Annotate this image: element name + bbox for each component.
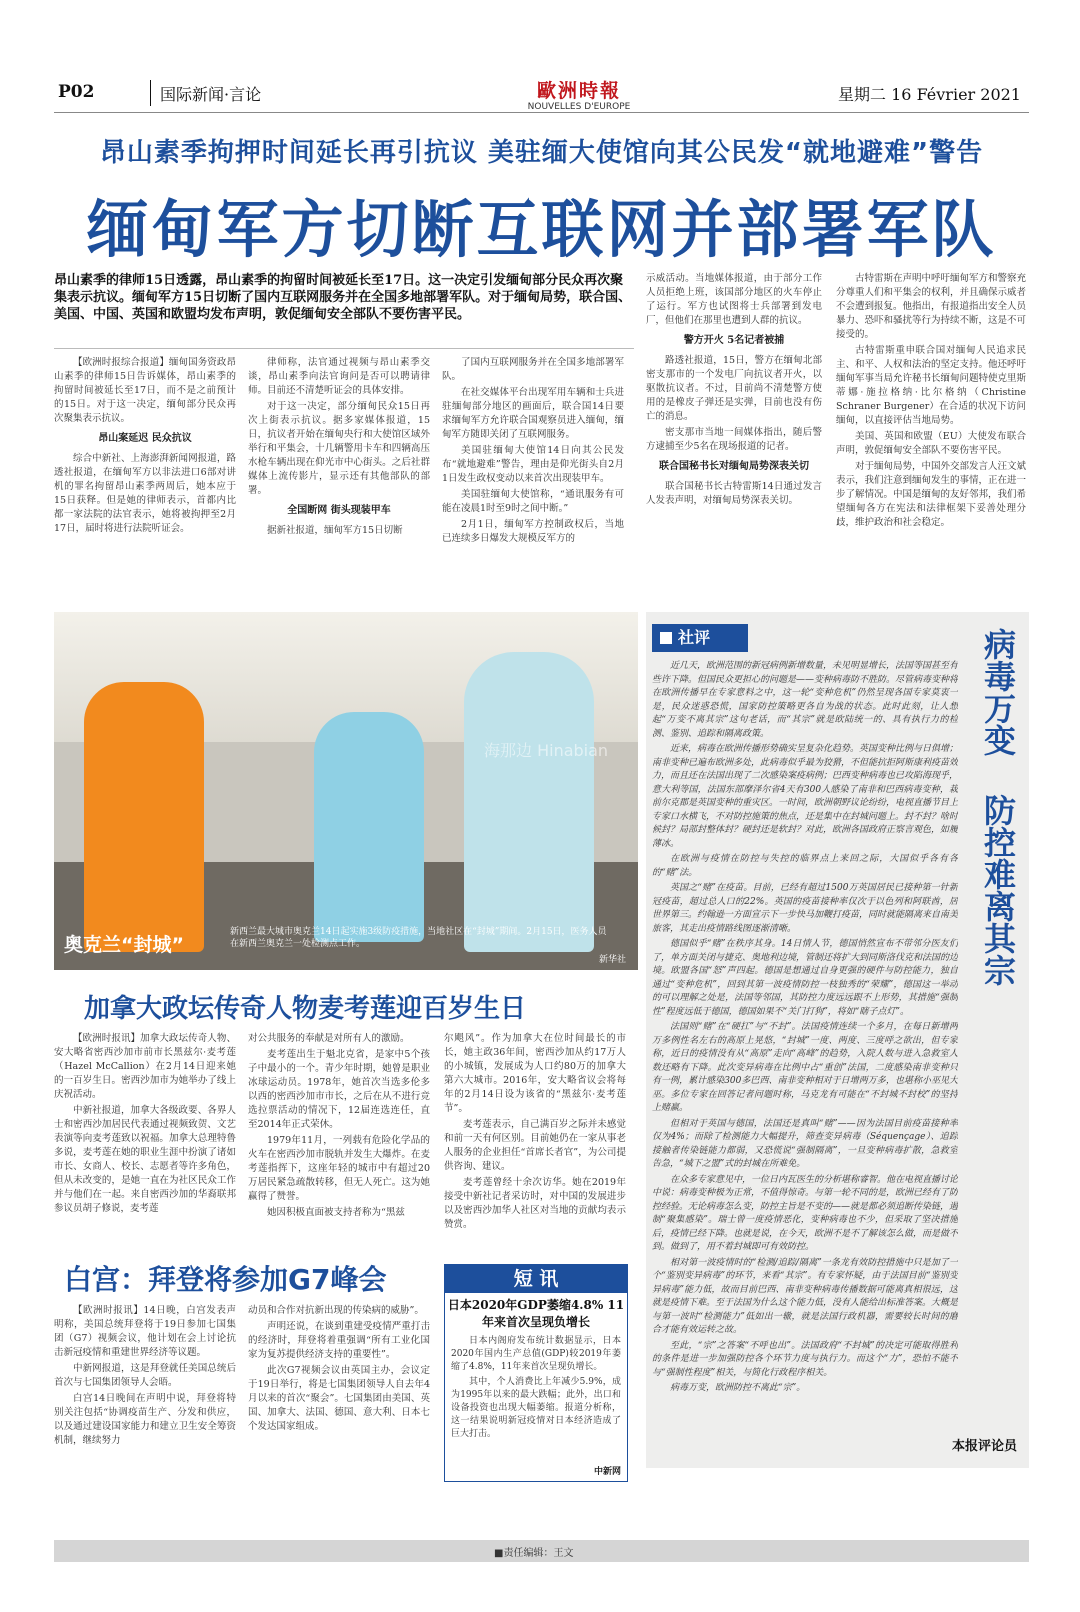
g7-headline: 白宫：拜登将参加G7峰会 bbox=[64, 1263, 387, 1296]
paragraph: 在社交媒体平台出现军用车辆和士兵进驻缅甸部分地区的画面后，联合国14日要求缅甸军方允许联合国观察员进入缅甸，缅甸军方随即关闭了互联网服务。 bbox=[442, 387, 624, 440]
paragraph: 其中，个人消费比上年减少5.9%，成为1995年以来的最大跌幅；此外，出口和设备投资也出现大幅萎缩。报道分析称，这一结果说明新冠疫情对日本经济造成了巨大打击。 bbox=[451, 1377, 621, 1439]
news-photo bbox=[54, 612, 638, 970]
top-story-lead: 昂山素季的律师15日透露，昂山素季的拘留时间被延长至17日。这一决定引发缅甸部分民众再次聚集表示抗议。缅甸军方15日切断了国内互联网服务并在全国多地部署军队。对于缅甸局势，联合国、美国、中国、英国和欧盟均发布声明，敦促缅甸安全部队不要伤害平民。 bbox=[54, 273, 632, 322]
g7-column-2 bbox=[248, 1304, 430, 1484]
subheading: 昂山案延迟 民众抗议 bbox=[98, 433, 192, 444]
photo-caption: 新西兰最大城市奥克兰14日起实施3级防疫措施，当地社区在“封城”期间。2月15日，医务人员在新西兰奥克兰一处检测点工作。 bbox=[230, 927, 607, 949]
photo-worker-gown bbox=[464, 652, 594, 952]
photo-worker-blue bbox=[314, 712, 424, 942]
issue-date: 星期二 16 Février 2021 bbox=[838, 85, 1021, 104]
top-story-column-1 bbox=[54, 356, 236, 588]
photo-worker-orange bbox=[84, 682, 204, 952]
editorial-signature: 本报评论员 bbox=[951, 1439, 1017, 1454]
paragraph: 了国内互联网服务并在全国多地部署军队。 bbox=[442, 357, 624, 382]
paragraph: 古特雷斯在声明中呼吁缅甸军方和警察充分尊重人们和平集会的权利，并且确保示威者不会遭到报复。他指出，有报道指出安全人员暴力、恐吓和骚扰等行为持续不断，这是不可接受的。 bbox=[836, 273, 1026, 340]
footer-bar bbox=[54, 1540, 1029, 1562]
top-story-column-5 bbox=[836, 272, 1026, 588]
paragraph: 德国似乎“赌”在秩序其身。14日情人节，德国悄然宣布不带邻分医友们了，单方面关闭与捷克、奥地利边境，管制还将扩大到同斯洛伐克和法国的边境。欧盟各国“怒”声四起。德国是想通过自身更强的硬件与防控能力，独自通过“变种危机”，回到其第一波疫情防控一枝独秀的“荣耀”，德国这一举动的可以理解之处是，法国等邻国，其防控力度远远跟不上形势，其措施“强制性”程度远低于德国，德国如果不“关门打狗”，将如“瞎子点灯”。 bbox=[652, 939, 958, 1017]
paragraph: 中新社报道，加拿大各级政要、各界人士和密西沙加居民代表通过视频致贺、文艺表演等向麦考莲致以祝福。加拿大总理特鲁多说，麦考莲在她的职业生涯中扮演了诸如市长、女商人、校长、志愿者等许多角色，但从未改变的，是她一直在为社区民众工作并与他们在一起。来自密西沙加的华裔联邦参议员胡子修说，麦考莲 bbox=[54, 1105, 236, 1214]
paragraph: 美国、英国和欧盟（EU）大使发布联合声明，敦促缅甸安全部队不要伤害平民。 bbox=[836, 431, 1026, 456]
top-story-column-2 bbox=[248, 356, 430, 588]
editor-credit: ■责任编辑：王文 bbox=[494, 1548, 574, 1559]
canada-column-2 bbox=[248, 1032, 430, 1250]
paragraph: 她因积极直面被支持者称为“黑兹 bbox=[267, 1207, 405, 1218]
paragraph: 动员和合作对抗新出现的传染病的威胁”。 bbox=[248, 1305, 424, 1316]
paragraph: 在欧洲与疫情在防控与失控的临界点上来回之际，大国似乎各有各的“赌”法。 bbox=[652, 854, 958, 878]
paragraph: 【欧洲时报综合报道】缅甸国务资政昂山素季的律师15日告诉媒体，昂山素季的拘留时间被延长至17日，而不是之前预计的15日。对于这一决定，缅甸部分民众再次聚集表示抗议。 bbox=[54, 357, 236, 424]
lead-rule bbox=[54, 348, 634, 349]
paragraph: 对于这一决定，部分缅甸民众15日再次上街表示抗议。据多家媒体报道，15日，抗议者开始在缅甸央行和大使馆区域外举行和平集会，十几辆警用卡车和四辆高压水枪车辆出现在仰光市中心街头。之后社群媒体上流传影片，显示还有其他部队的部署。 bbox=[248, 401, 430, 496]
brief-title: 日本2020年GDP萎缩4.8% 11年来首次呈现负增长 bbox=[447, 1298, 625, 1329]
paragraph: 律师称，法官通过视频与昂山素季交谈，昂山素季向法官询问是否可以聘请律师。目前还不清楚听证会的具体安排。 bbox=[248, 357, 430, 396]
paragraph: 据新社报道，缅甸军方15日切断 bbox=[267, 525, 403, 536]
paragraph: 对于缅甸局势，中国外交部发言人汪文斌表示，我们注意到缅甸发生的事情，正在进一步了解情况。中国是缅甸的友好邻邦，我们希望缅甸各方在宪法和法律框架下妥善处理分歧，维护政治和社会稳定。 bbox=[836, 461, 1026, 528]
editorial-tag-label: 社评 bbox=[678, 628, 711, 647]
paragraph: 综合中新社、上海澎湃新闻网报道，路透社报道，在缅甸军方以非法进口6部对讲机的罪名拘留昂山素季两周后，她本应于15日获释。但是她的律师表示，首都内比都一家法院的法官表示，她将被拘押至2月17日，届时将进行法院听证会。 bbox=[54, 453, 236, 534]
paragraph: 中新网报道，这是拜登就任美国总统后首次与七国集团领导人会晤。 bbox=[54, 1363, 236, 1388]
paragraph: 日本内阁府发布统计数据显示，日本2020年国内生产总值(GDP)较2019年萎缩了4.8%，11年来首次呈现负增长。 bbox=[451, 1336, 621, 1372]
paragraph: 白宫14日晚间在声明中说，拜登将特别关注包括“协调疫苗生产、分发和供应，以及通过建设国家能力和建立卫生安全筹资机制，继续努力 bbox=[54, 1393, 236, 1446]
paragraph: 声明还说，在谈到重建受疫情严重打击的经济时，拜登将着重强调“所有工业化国家为复苏提供经济支持的重要性”。 bbox=[248, 1321, 430, 1360]
paragraph: 密支那市当地一间媒体指出，随后警方逮捕至少5名在现场报道的记者。 bbox=[646, 427, 822, 452]
masthead bbox=[54, 78, 1029, 112]
top-story-column-3 bbox=[442, 356, 624, 588]
paragraph: 麦考莲表示，自己满百岁之际并未感觉和前一天有何区别。目前她仍在一家从事老人服务的企业担任“首席长者官”，为公司提供咨询、建议。 bbox=[444, 1119, 626, 1172]
editorial-body bbox=[652, 660, 958, 1460]
top-story-headline: 缅甸军方切断互联网并部署军队 bbox=[86, 193, 997, 266]
canada-column-1 bbox=[54, 1032, 236, 1250]
paragraph: 1979年11月，一列载有危险化学品的火车在密西沙加市脱轨并发生大爆炸。在麦考莲指挥下，这座年轻的城市中有超过20万居民紧急疏散转移，但无人死亡。这为她赢得了赞誉。 bbox=[248, 1135, 430, 1202]
photo-caption-title: 奥克兰“封城” bbox=[64, 934, 184, 956]
photo-watermark: 海那边 Hinabian bbox=[484, 741, 609, 760]
paragraph: 对公共服务的奉献是对所有人的激励。 bbox=[248, 1033, 410, 1044]
section-name: 国际新闻·言论 bbox=[160, 85, 262, 104]
paragraph: 古特雷斯重申联合国对缅甸人民追求民主、和平、人权和法治的坚定支持。他还呼吁缅甸军事当局允许秘书长缅甸问题特使克里斯蒂娜·施拉格纳·比尔格纳（Christine Schraner Burgener）在合适的状况下访问缅甸，以直接评估当地局势。 bbox=[836, 345, 1026, 426]
paragraph: 【欧洲时报讯】加拿大政坛传奇人物、安大略省密西沙加市前市长黑兹尔·麦考莲（Hazel McCallion）在2月14日迎来她的一百岁生日。密西沙加市为她举办了线上庆祝活动。 bbox=[54, 1033, 236, 1100]
page-number: P02 bbox=[58, 82, 95, 102]
masthead-rule bbox=[54, 112, 1029, 113]
square-icon bbox=[660, 632, 672, 644]
paragraph: 近几天，欧洲范围的新冠病例新增数量，未见明显增长，法国等国甚至有些许下降。但国民众更担心的问题是——变种病毒防不胜防。尽管病毒变种将在欧洲传播早在专家意料之中，这一轮“变种危机”仍然呈现各国专家莫衷一是，民众迷惑恐慌，国家防控策略更各自为战的状态。此时此刻，让人想起“万变不离其宗”这句老话，而“其宗”就是欧陆统一的、具有执行力的检测、鉴别、追踪和隔离政策。 bbox=[652, 661, 958, 739]
canada-column-3 bbox=[444, 1032, 626, 1250]
paragraph: 【欧洲时报讯】14日晚，白宫发表声明称，美国总统拜登将于19日参加七国集团（G7）视频会议，他计划在会上讨论抗击新冠疫情和重建世界经济等议题。 bbox=[54, 1305, 236, 1358]
brief-tag: 短 讯 bbox=[445, 1265, 627, 1293]
paragraph: 此次G7视频会议由英国主办，会议定于19日举行，将是七国集团领导人自去年4月以来的首次“聚会”。七国集团由美国、英国、加拿大、法国、德国、意大利、日本七个发达国家组成。 bbox=[248, 1365, 430, 1432]
editorial-title: 病毒万变 防控难离其宗 bbox=[979, 628, 1017, 986]
paragraph: 近来，病毒在欧洲传播形势确实呈复杂化趋势。英国变种比例与日俱增；南非变种已遍布欧洲多处，此病毒似乎最为狡猾，不但能抗拒阿斯康利疫苗效力，而且还在法国出现了二次感染案疫病例；巴西变种病毒也已攻陷海现乎，意大利等国，法国东部摩泽尔省4天有300人感染了南非和巴西病毒变种，栽前尔克郡是英国变种的重灾区。一时间，欧洲朝野议论纷纷，电视直播节目上专家口水横飞，不对防控施策的焦点，还是集中在封城问题上。封不封？啥时候封？局部封整体封？硬封还是软封？对此，欧洲各国政府正察言观色，如履薄冰。 bbox=[652, 744, 958, 849]
paragraph: 在众多专家意见中，一位日内瓦医生的分析堪称睿智。他在电视直播讨论中说：病毒变种极为正常，不值得惊奇。与第一轮不同的是，欧洲已经有了防控经验。无论病毒怎么变，防控主旨是不变的——就是都必须追断传染链，遏制“聚集感染”。瑞士曾一度疫情恶化，变种病毒也不少，但采取了坚决措施后，疫情已经下降。也就是说，在今天，欧洲不是不了解该怎么做，而是做不到。做到了，用不着封城即可有效防控。 bbox=[652, 1174, 958, 1252]
paragraph: 2月1日，缅甸军方控制政权后，当地已连续多日爆发大规模反军方的 bbox=[442, 519, 624, 544]
paragraph: 尔飓风”。作为加拿大在位时间最长的市长，她主政36年间，密西沙加从约17万人的小城镇，发展成为人口约80万的加拿大第六大城市。2016年，安大略省议会将每年的2月14日设为该省的“黑兹尔·麦考莲节”。 bbox=[444, 1033, 626, 1114]
subheading: 警方开火 5名记者被捕 bbox=[683, 335, 785, 346]
paragraph: 联合国秘书长古特雷斯14日通过发言人发表声明，对缅甸局势深表关切。 bbox=[646, 481, 822, 506]
paragraph: 法国则“赌”在“硬扛”与“不封”。法国疫情连续一个多月，在每日新增两万多例性名左右的高原上晃悠，“封城”一度、两度、三度呼之欲出，但专家称，近日的疫情没有从“高原”走向“高峰”的趋势，入院人数与进入急救室人数还略有下降。此次变异病毒在比例中占“重创”法国，二度感染南非变种只有一例，累计感染300多巴西、南非变种相对于日增两万多，也堪称小巫见大巫。多位专家在回答记者问题时称，马克龙有可能在“不封城不封校”的坚持上赌赢。 bbox=[652, 1022, 958, 1113]
paragraph: 路透社报道，15日，警方在缅甸北部密支那市的一个发电厂向抗议者开火，以驱散抗议者。不过，目前尚不清楚警方使用的是橡皮子弹还是实弹，目前也没有伤亡的消息。 bbox=[646, 355, 822, 422]
paragraph: 示威活动。当地媒体报道，由于部分工作人员拒绝上班，该国部分地区的火车停止了运行。军方也试图将士兵部署到发电厂，但他们在那里也遭到人群的抗议。 bbox=[646, 273, 822, 326]
editorial-box bbox=[646, 612, 1029, 1468]
top-story-subhead: 昂山素季拘押时间延长再引抗议 美驻缅大使馆向其公民发“就地避难”警告 bbox=[99, 138, 984, 168]
paragraph: 美国驻缅甸大使馆称，“通讯服务有可能在凌晨1时至9时之间中断。” bbox=[442, 489, 624, 514]
paragraph: 但相对于英国与德国，法国还是真叫“赌”——因为法国目前疫苗接种率仅为4%；而除了检测能力大幅提升，筛查变异病毒（Séquençage）、追踪接触者传染链能力都弱，又恐慌说“强制隔离”，一旦变种病毒扩散，急救室告急，“城下之盟”式的封城在所难免。 bbox=[652, 1118, 958, 1169]
subheading: 全国断网 街头现装甲车 bbox=[287, 505, 391, 516]
paragraph: 英国之“赌”在疫苗。目前，已经有超过1500万英国居民已接种第一针新冠疫苗，超过总人口的22%。英国的疫苗接种率仅次于以色列和阿联酋，居世界第三。约翰逊一方面宣示下一步快马加鞭打疫苗，同时就能隔离来自南美旅客，其走出疫情路线图逐渐清晰。 bbox=[652, 883, 958, 934]
g7-column-1 bbox=[54, 1304, 236, 1484]
paragraph: 相对第一波疫情时的“检测/追踪/隔离”一条龙有效防控措施中只是加了一个“鉴别变异病毒”的环节，来看“其宗”。有专家怀疑，由于法国目前“鉴别变异病毒”能力低，故而目前巴西、南非变种病毒传播数据可能离真相很远，这就是疫情下难。至于法国为什么这个能力低，没有人能给出标准答案。大概是与第一波时“检测能力”低如出一辙，就是法国行政机器，需要较长时间的磨合才能有效运转之故。 bbox=[652, 1257, 958, 1335]
masthead-divider bbox=[150, 80, 151, 106]
paper-subtitle: NOUVELLES D'EUROPE bbox=[527, 102, 631, 112]
editorial-tag bbox=[652, 624, 748, 652]
paragraph: 麦考莲曾经十余次访华。她在2019年接受中新社记者采访时，对中国的发展进步以及密西沙加华人社区对当地的贡献均表示赞赏。 bbox=[444, 1177, 626, 1230]
news-brief-box bbox=[444, 1264, 628, 1482]
canada-headline: 加拿大政坛传奇人物麦考莲迎百岁生日 bbox=[84, 994, 527, 1024]
photo-credit: 新华社 bbox=[598, 955, 626, 965]
top-story-column-4 bbox=[646, 272, 822, 588]
paragraph: 病毒万变，欧洲防控不离此“宗”。 bbox=[670, 1383, 806, 1393]
paper-logo: 歐洲時報 bbox=[536, 80, 621, 102]
paragraph: 麦考莲出生于魁北克省，是家中5个孩子中最小的一个。青少年时期，她曾是职业冰球运动员。1978年，她首次当选多伦多以西的密西沙加市市长，之后在从不进行竞选拉票活动的情况下，12届连选连任，直至2014年正式荣休。 bbox=[248, 1049, 430, 1130]
paragraph: 至此，“宗”之答案“不呼也出”。法国政府“不封城”的决定可能取得胜利的条件是进一步加强防控各个环节力度与执行力。而这个“力”，恐怕不能不与“强制性程度”相关，与简化行政程序相关。 bbox=[652, 1340, 958, 1378]
subheading: 联合国秘书长对缅甸局势深表关切 bbox=[659, 461, 809, 472]
brief-body bbox=[445, 1335, 627, 1467]
paragraph: 美国驻缅甸大使馆14日向其公民发布“就地避难”警告，理由是仰光街头自2月1日发生政权变动以来首次出现装甲车。 bbox=[442, 445, 624, 484]
brief-credit: 中新网 bbox=[593, 1467, 621, 1477]
